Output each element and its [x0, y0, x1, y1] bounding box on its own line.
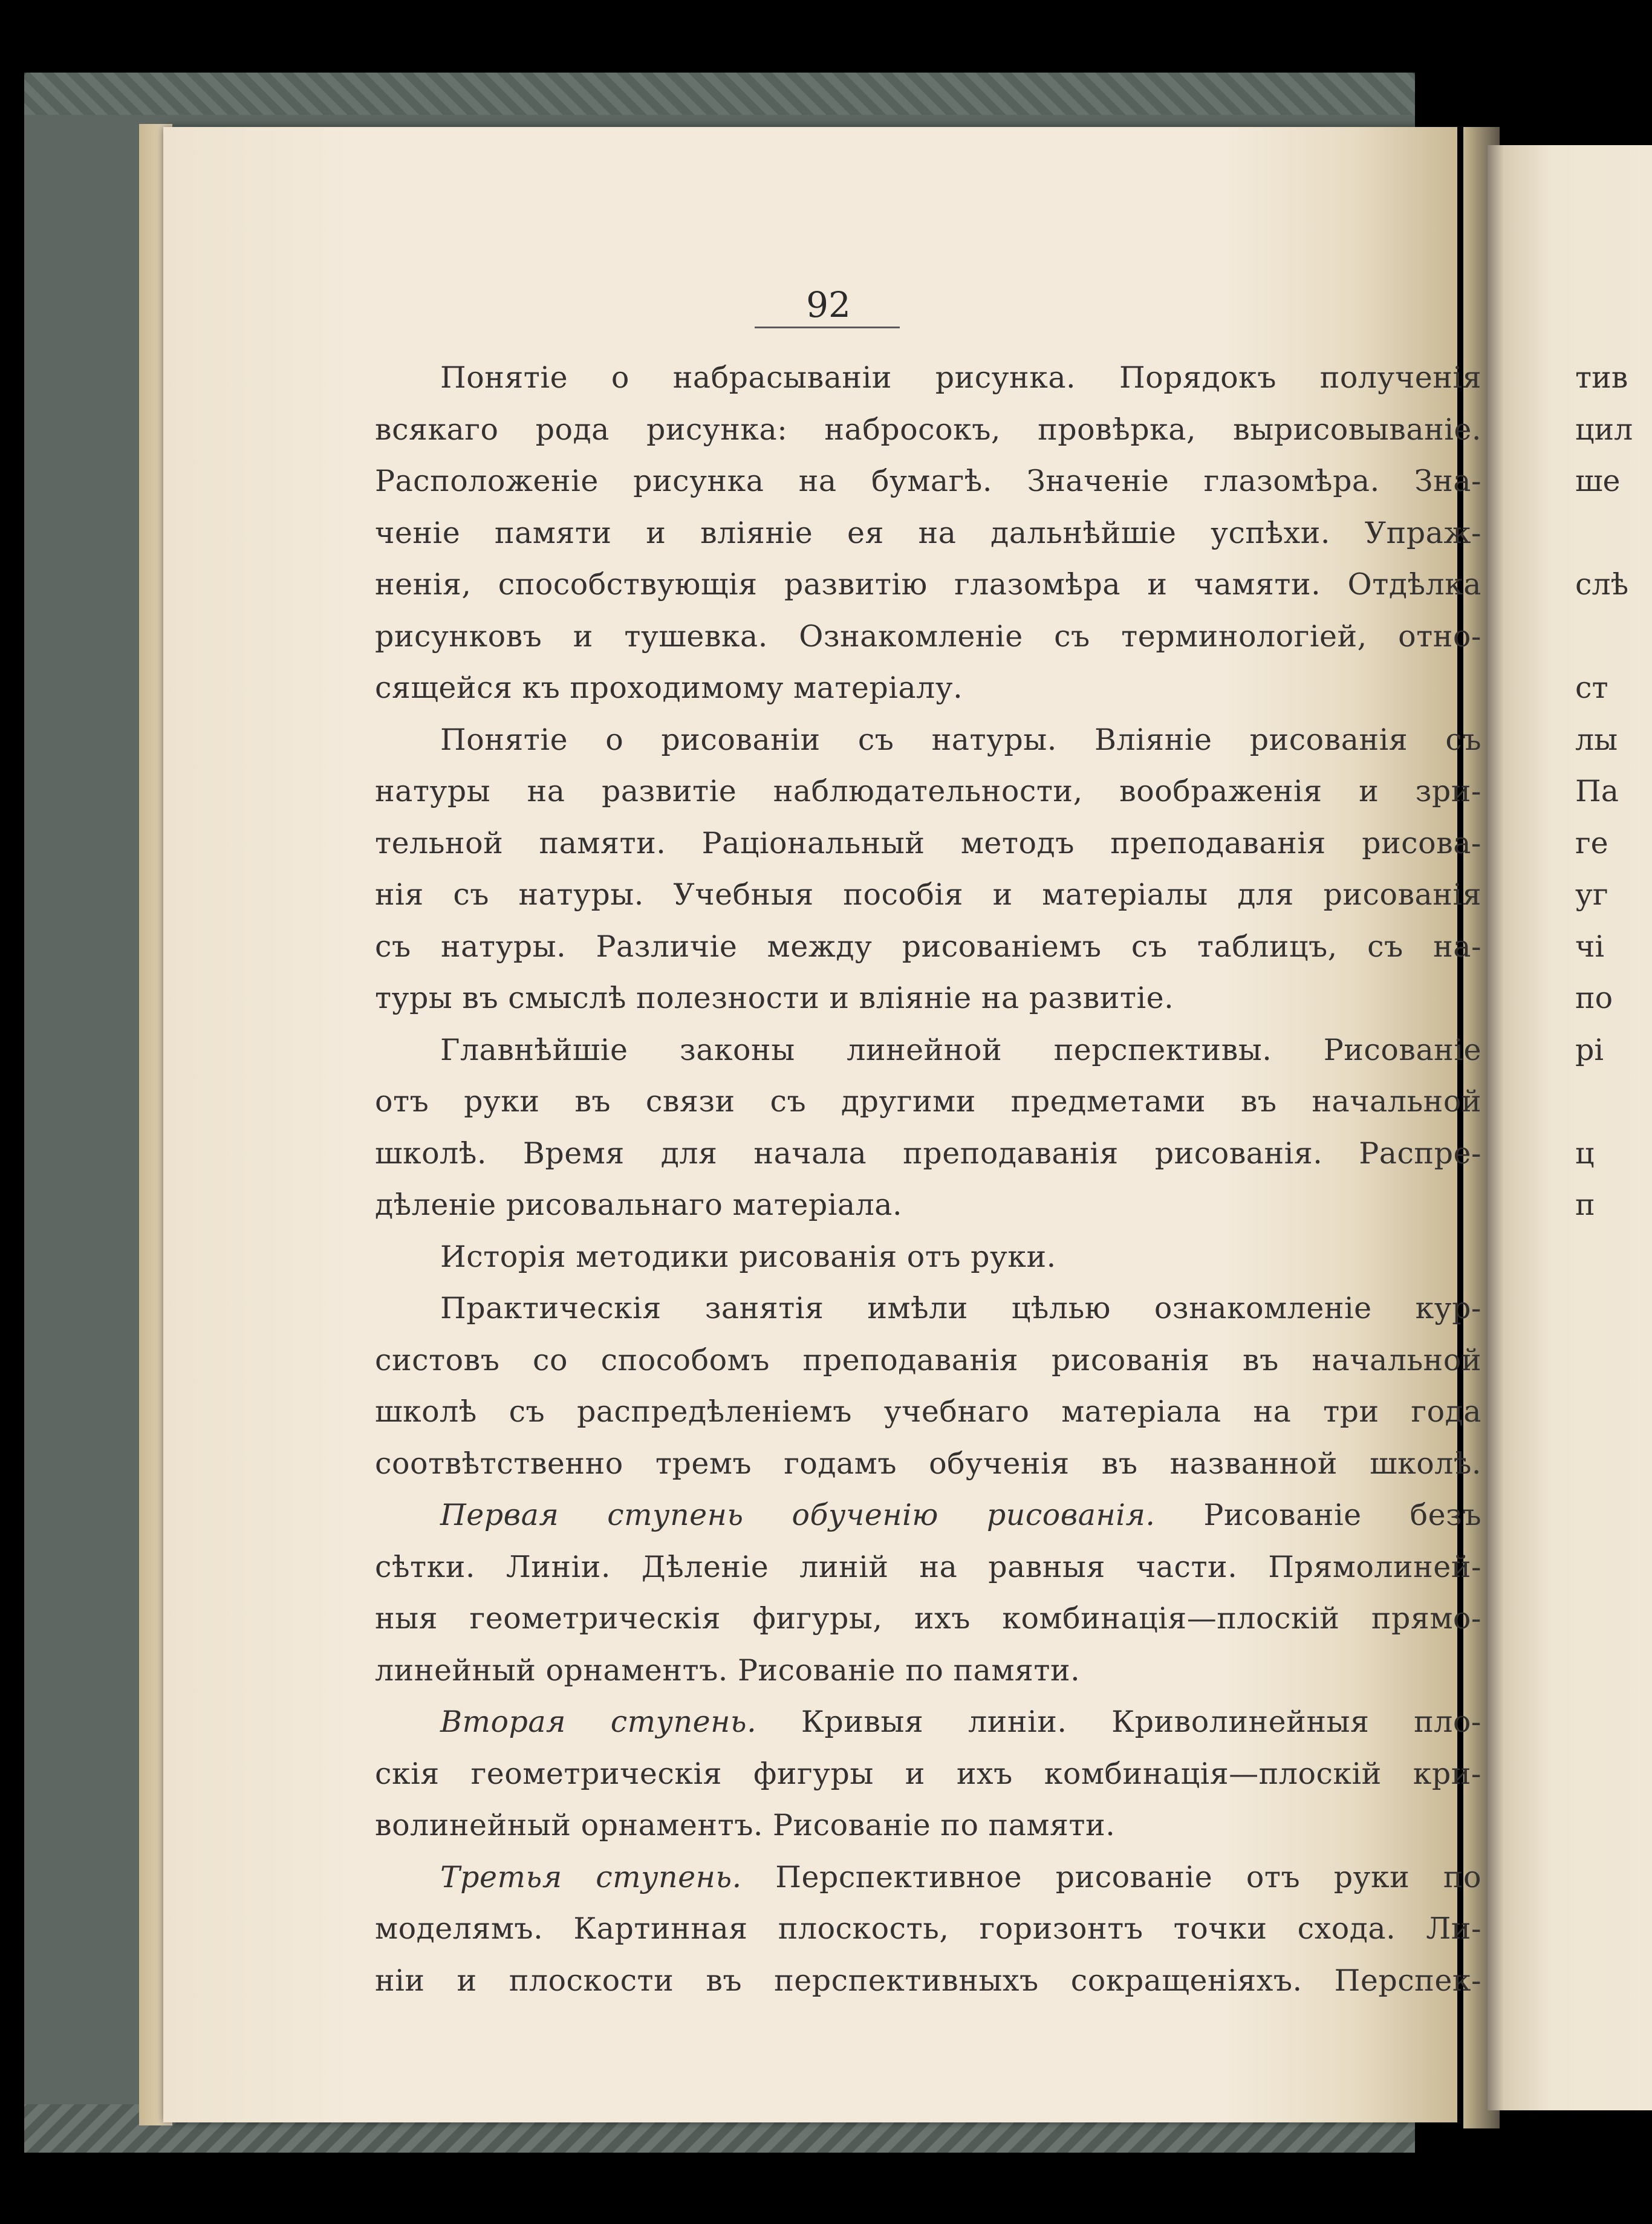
- facing-page-fragment: ше: [1575, 464, 1621, 498]
- line-text: сѣтки. Линіи. Дѣленіе линій на равныя части. Прямолиней-: [375, 1549, 1481, 1584]
- line-text: рисунковъ и тушевка. Ознакомленіе съ терминологіей, отно-: [375, 619, 1481, 654]
- text-line: [375, 1335, 1481, 1387]
- text-line: [375, 1955, 1481, 2007]
- facing-page-fragment: лы: [1575, 722, 1618, 757]
- facing-page-fragment: слѣ: [1575, 567, 1629, 602]
- text-line: [375, 869, 1481, 921]
- line-text: скія геометрическія фигуры и ихъ комбинація—плоскій кри-: [375, 1756, 1481, 1791]
- line-text: Понятіе о набрасываніи рисунка. Порядокъ полученія: [440, 360, 1481, 395]
- text-line: [375, 559, 1481, 611]
- facing-page-fragment: тив: [1575, 360, 1628, 395]
- text-line: [375, 766, 1481, 818]
- line-text: всякаго рода рисунка: набросокъ, провѣрка, вырисовываніе.: [375, 412, 1481, 447]
- text-line: [375, 404, 1481, 456]
- text-line: [375, 1645, 1481, 1697]
- facing-page-fragment: п: [1575, 1188, 1595, 1222]
- body-text: [375, 352, 1481, 2006]
- section-heading: Третья ступень.: [440, 1859, 742, 1894]
- line-text: линейный орнаментъ. Рисованіе по памяти.: [375, 1653, 1081, 1688]
- facing-page-fragment: ст: [1575, 671, 1608, 705]
- facing-page-fragment: [1575, 1076, 1652, 1128]
- text-line: [375, 1076, 1481, 1128]
- facing-page-fragment: [1575, 611, 1652, 663]
- section-heading: Первая ступень обученію рисованія.: [440, 1498, 1156, 1532]
- line-text: Расположеніе рисунка на бумагѣ. Значеніе глазомѣра. Зна-: [375, 464, 1481, 498]
- facing-page-fragment: чі: [1575, 929, 1605, 964]
- line-text: школѣ. Время для начала преподаванія рисованія. Распре-: [375, 1136, 1481, 1171]
- text-line: [375, 1748, 1481, 1800]
- text-line: [375, 921, 1481, 973]
- text-line: [375, 1541, 1481, 1593]
- text-line: [375, 507, 1481, 559]
- line-text: Кривыя линіи. Криволинейныя пло-: [756, 1705, 1481, 1739]
- facing-page-fragment: ц: [1575, 1136, 1595, 1171]
- line-text: Перспективное рисованіе отъ руки по: [741, 1859, 1482, 1894]
- line-text: Исторія методики рисованія отъ руки.: [440, 1239, 1056, 1274]
- text-line: [375, 714, 1481, 766]
- facing-page-fragment: по: [1575, 981, 1613, 1015]
- line-text: систовъ со способомъ преподаванія рисованія въ начальной: [375, 1342, 1481, 1377]
- line-text: ненія, способствующія развитію глазомѣра и чамяти. Отдѣлка: [375, 567, 1481, 602]
- text-line: [375, 1438, 1481, 1490]
- text-line: [375, 352, 1481, 404]
- text-line: [375, 1800, 1481, 1852]
- text-line: [375, 1489, 1481, 1541]
- facing-page-text: [1575, 352, 1652, 1231]
- line-text: школѣ съ распредѣленіемъ учебнаго матеріала на три года: [375, 1394, 1481, 1429]
- facing-page-fragment: рі: [1575, 1032, 1604, 1067]
- line-text: ніи и плоскости въ перспективныхъ сокращеніяхъ. Перспек-: [375, 1963, 1481, 1998]
- facing-page-fragment: ге: [1575, 825, 1608, 860]
- line-text: отъ руки въ связи съ другими предметами въ начальной: [375, 1084, 1481, 1119]
- line-text: Практическія занятія имѣли цѣлью ознакомленіе кур-: [440, 1291, 1481, 1325]
- text-line: [375, 611, 1481, 663]
- line-text: натуры на развитіе наблюдательности, воображенія и зри-: [375, 774, 1481, 808]
- facing-page-fragment: [1575, 507, 1652, 559]
- text-line: [375, 1593, 1481, 1645]
- line-text: ченіе памяти и вліяніе ея на дальнѣйшіе успѣхи. Упраж-: [375, 515, 1481, 550]
- text-line: [375, 1024, 1481, 1076]
- line-text: съ натуры. Различіе между рисованіемъ съ таблицъ, съ на-: [375, 929, 1481, 964]
- line-text: Рисованіе безъ: [1155, 1498, 1481, 1532]
- facing-page-fragment: уг: [1575, 877, 1608, 912]
- text-line: [375, 1283, 1481, 1335]
- line-text: Понятіе о рисованіи съ натуры. Вліяніе рисованія съ: [440, 722, 1481, 757]
- text-line: [375, 1903, 1481, 1955]
- line-text: дѣленіе рисовальнаго матеріала.: [375, 1188, 903, 1222]
- line-text: ныя геометрическія фигуры, ихъ комбинація—плоскій прямо-: [375, 1601, 1481, 1636]
- line-text: сящейся къ проходимому матеріалу.: [375, 671, 963, 705]
- line-text: Главнѣйшіе законы линейной перспективы. Рисованіе: [440, 1032, 1481, 1067]
- text-line: [375, 455, 1481, 507]
- facing-page-fragment: цил: [1575, 412, 1633, 447]
- facing-page-fragment: Па: [1575, 774, 1619, 808]
- section-heading: Вторая ступень.: [440, 1705, 757, 1739]
- text-line: [375, 1128, 1481, 1180]
- line-text: моделямъ. Картинная плоскость, горизонтъ точки схода. Ли-: [375, 1911, 1481, 1946]
- line-text: тельной памяти. Раціональный методъ преподаванія рисова-: [375, 825, 1481, 860]
- text-line: [375, 1386, 1481, 1438]
- page-number: 92: [806, 284, 851, 325]
- text-line: [375, 1852, 1481, 1904]
- text-line: [375, 662, 1481, 714]
- line-text: туры въ смыслѣ полезности и вліяніе на развитіе.: [375, 981, 1174, 1015]
- text-line: [375, 972, 1481, 1024]
- line-text: нія съ натуры. Учебныя пособія и матеріалы для рисованія: [375, 877, 1481, 912]
- text-line: [375, 1179, 1481, 1231]
- text-line: [375, 1696, 1481, 1748]
- line-text: соотвѣтственно тремъ годамъ обученія въ названной школѣ.: [375, 1446, 1481, 1481]
- text-line: [375, 818, 1481, 870]
- page-number-rule: [755, 327, 900, 328]
- line-text: волинейный орнаментъ. Рисованіе по памяти.: [375, 1808, 1116, 1842]
- text-line: [375, 1231, 1481, 1283]
